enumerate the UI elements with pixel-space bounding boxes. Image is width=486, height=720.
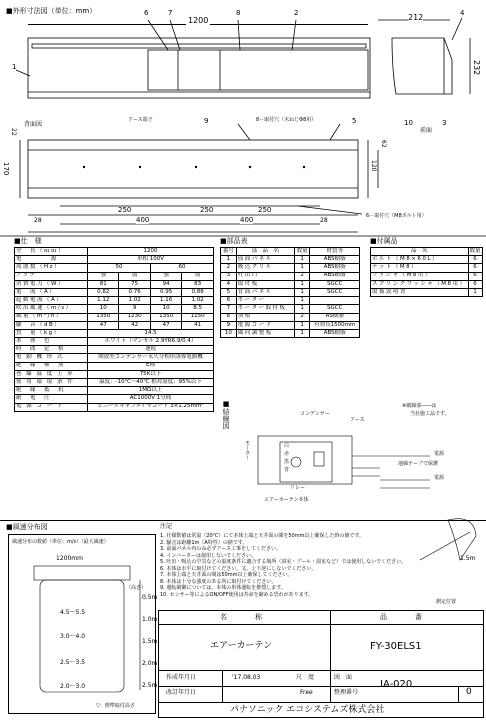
table-row: 7 モーター取付板 1 SGCC	[221, 305, 360, 313]
wind-h-05: 0.5m	[142, 594, 158, 601]
table-row: 全 長（ｍｍ） 1200	[15, 248, 214, 256]
callout-6: 6	[144, 9, 149, 17]
tb-line	[330, 686, 331, 702]
dim-28-b: 28	[320, 217, 328, 224]
note-line: 10. センサー等によるON/OFF使用は寿命を縮める恐れがあります。	[160, 591, 314, 597]
callout-4: 4	[460, 9, 465, 17]
dim-depth: 212	[408, 13, 424, 22]
table-row: 電 源 単相 100V	[15, 256, 214, 264]
callout-7: 7	[168, 9, 173, 17]
wiring-title: ■結線図	[222, 400, 230, 429]
dim-28-a: 28	[34, 217, 42, 224]
wind-h-15: 1.5m	[142, 638, 158, 645]
table-row: ワッシャ（M8用） 6	[371, 272, 483, 280]
tb-date-label: 作成年月日	[166, 674, 197, 681]
table-row: 巻 線 温 度 上 昇 75K以下	[15, 370, 214, 378]
dim-62: 62	[380, 140, 387, 148]
tb-drawing-no: IA-020	[380, 679, 413, 690]
table-row: 風量（m³/h） 1350 1230 1350 1150	[15, 313, 214, 321]
table-row: 本 体 色 ホワイト（マンセル 2.9YR6.9/0.4）	[15, 338, 214, 346]
tb-name-label: 名 称	[220, 613, 262, 621]
note-line: 8. 本体は十分な強度のある所に取付けてください。	[160, 578, 277, 584]
wind-v-2: 3.0～4.0	[60, 633, 86, 640]
wiring-body: エアーカーテン本体	[264, 497, 309, 503]
parts-table	[220, 247, 360, 338]
notes-head: 注記	[160, 523, 173, 530]
tb-line	[158, 686, 484, 687]
table-row: 消費電力（W） 81 75 94 83	[15, 280, 214, 288]
tb-company: パナソニック エコシステムズ株式会社	[230, 705, 385, 715]
tb-rev: 0	[466, 687, 472, 697]
wind-floor-note: ▽：標準取付高さ	[96, 703, 135, 709]
table-row: ナット（M8） 6	[371, 264, 483, 272]
callout-3: 3	[442, 119, 447, 127]
table-header: 品 名 数量	[371, 248, 483, 256]
measure-distance: 1.5m	[460, 555, 476, 562]
dim-400-b: 400	[240, 216, 254, 224]
tb-date: '17.08.03	[232, 674, 261, 681]
table-row: 電 源 コ ー ド ビニールキャブタイヤコード 3×1.25mm²	[15, 403, 214, 411]
wind-height-label: （高さ）	[126, 585, 147, 591]
wind-subtitle: 風速分布の数値（単位：m/s）（最大風速）	[12, 539, 109, 545]
front-label: 前面	[420, 127, 433, 134]
table-row: 使 用 環 境 条 件 温度：-10℃～40℃ 相対湿度：95%以下	[15, 379, 214, 387]
dim-height: 232	[472, 60, 481, 76]
spec-table	[14, 247, 214, 412]
table-row: ボルト（M8×60L） 6	[371, 256, 483, 264]
accessory-table	[370, 247, 483, 297]
note-line: 7. 本体上端と天井面の間は50mm以上確保してください。	[160, 572, 293, 578]
ext-tape: 地線テープで保護	[398, 461, 438, 467]
tb-line	[158, 702, 484, 703]
note-line: 2. 騒音は距離1m（A特性）の値です。	[160, 539, 248, 545]
callout-10: 10	[404, 119, 413, 127]
tb-drawing-no-label: 整理番号	[334, 689, 359, 696]
mount-hole-bolt-label: 6－取付穴（M8ボルト用）	[366, 213, 427, 219]
callout-9: 9	[204, 117, 209, 125]
table-row: 取扱説明書 1	[371, 288, 483, 296]
table-row: ノッチ 強 弱 強 弱	[15, 272, 214, 280]
tb-scale-label: 尺 度	[296, 674, 315, 681]
table-row: 2 吸込グリル 1 ABS樹脂	[221, 264, 360, 272]
table-row: 5 背面パネル 1 SGCC	[221, 288, 360, 296]
ext-power-1: 電源	[434, 451, 445, 457]
wind-h-10: 1.0m	[142, 616, 158, 623]
table-row: 8 羽根 2 AS樹脂	[221, 313, 360, 321]
accessory-title: ■付属品	[370, 237, 398, 245]
spec-title: ■仕 様	[14, 237, 42, 245]
dim-250-a: 250	[118, 206, 132, 214]
wind-v-1: 4.5～5.5	[60, 609, 86, 616]
table-row: 耐 電 圧 AC1000V 1分間	[15, 395, 214, 403]
table-row: 10 風向調整板 1 ABS樹脂	[221, 329, 360, 337]
wiring-motor: モーター	[244, 440, 250, 460]
table-row: 吹出風速（m/s） 10 9 10 8.5	[15, 305, 214, 313]
mount-hole-wood-label: 8－取付穴（木ねじΦ8用）	[256, 117, 317, 123]
tb-product-code: FY-30ELS1	[370, 641, 422, 652]
wind-v-4: 2.0～3.0	[60, 683, 86, 690]
wiring-condenser: コンデンサー	[300, 411, 330, 417]
callout-1: 1	[12, 63, 17, 71]
table-row: 絶 縁 抵 抗 1MΩ以上	[15, 387, 214, 395]
wiring-relay: リレー	[290, 485, 306, 491]
wire-black: 黒	[284, 459, 290, 465]
tb-drawing-label: 図 面	[334, 674, 353, 681]
tb-line	[222, 670, 223, 702]
table-row: 起動電流（A） 1.12 1.02 1.16 1.02	[15, 297, 214, 305]
note-line: 4. インバーターは使用しないでください。	[160, 552, 257, 558]
dim-width: 1200	[188, 16, 209, 25]
tb-scale: Free	[300, 689, 313, 696]
tb-line	[330, 610, 331, 686]
table-row: 3 吐出口 2 ABS樹脂	[221, 272, 360, 280]
dim-22: 22	[10, 128, 17, 136]
back-view-title: 背面図	[24, 121, 43, 128]
table-row: 電 動 機 形 式 開放型コンデンサー永久分相形誘導電動機	[15, 354, 214, 362]
tb-rev-label: 改訂年月日	[166, 689, 197, 696]
dim-250-c: 250	[258, 206, 272, 214]
notes-list	[160, 532, 440, 597]
tb-product-name: エアーカーテン	[210, 641, 273, 651]
table-row: スプリングワッシャ（M8用） 6	[371, 280, 483, 288]
tb-line	[158, 670, 484, 671]
table-row: 1 前面パネル 1 ABS樹脂	[221, 256, 360, 264]
wiring-note2: 当社施工品です。	[410, 411, 450, 417]
dim-back-height: 170	[2, 162, 10, 176]
wire-red: 赤	[284, 451, 290, 457]
table-row: 絶 縁 種 別 E種	[15, 362, 214, 370]
ground-terminal-label: アース端子	[128, 117, 153, 123]
divider	[0, 520, 486, 521]
table-row: 質 量（kg） 14.5	[15, 329, 214, 337]
note-line: 9. 運転制御については、本体の単体運転を推奨します。	[160, 585, 286, 591]
dim-120: 120	[370, 160, 377, 172]
table-row: 6 モーター 1	[221, 297, 360, 305]
dim-250-b: 250	[200, 206, 214, 214]
table-row: 電 流（A） 0.82 0.76 0.95 0.88	[15, 288, 214, 296]
note-line: 5. 吐出・吸込の空気などの温度条件に適合する場所（浴室・プール・温室など）では使用しないでください。	[160, 559, 407, 565]
parts-title: ■部品表	[220, 237, 248, 245]
ext-power-2: 電源	[434, 475, 445, 481]
callout-5: 5	[352, 117, 357, 125]
note-line: 6. 本体は水平に取付けてください。又、上下逆にしないでください。	[160, 565, 317, 571]
wiring-note: ※破線部――は	[402, 403, 437, 409]
wind-width: 1200mm	[56, 555, 83, 562]
note-line: 3. 前面パネル内のみ必ずアース工事をしてください。	[160, 546, 281, 552]
wiring-earth: アース	[350, 417, 365, 423]
table-row: 時 間 定 格 連続	[15, 346, 214, 354]
tb-line	[458, 686, 459, 702]
outline-title: ■外形寸法図（単位：mm）	[6, 7, 97, 15]
wind-h-20: 2.0m	[142, 660, 158, 667]
wind-h-25: 2.5m	[142, 682, 158, 689]
table-row: 4 取付板 1 SGCC	[221, 280, 360, 288]
note-line: 1. 仕様数値は常温（20℃）にて本体上端と天井面の間を50mm以上確保した時の値です。	[160, 533, 365, 539]
table-header: 番号 部 品 名 数量 材質等	[221, 248, 360, 256]
table-row: 9 電源コード 1 有効長1500mm	[221, 321, 360, 329]
tb-line	[158, 624, 484, 625]
callout-8: 8	[236, 9, 241, 17]
wire-white: 白	[284, 443, 290, 449]
wind-title: ■風速分布図	[6, 523, 48, 531]
callout-2: 2	[294, 9, 299, 17]
wire-blue: 青	[284, 467, 290, 473]
wind-v-3: 2.5～3.5	[60, 659, 86, 666]
measure-label: 測定位置	[436, 599, 457, 605]
dim-400-a: 400	[136, 216, 150, 224]
table-row: 周波数（Hz） 50 60	[15, 264, 214, 272]
tb-code-label: 品 番	[380, 613, 422, 621]
table-row: 騒 音（dB） 47 42 47 41	[15, 321, 214, 329]
